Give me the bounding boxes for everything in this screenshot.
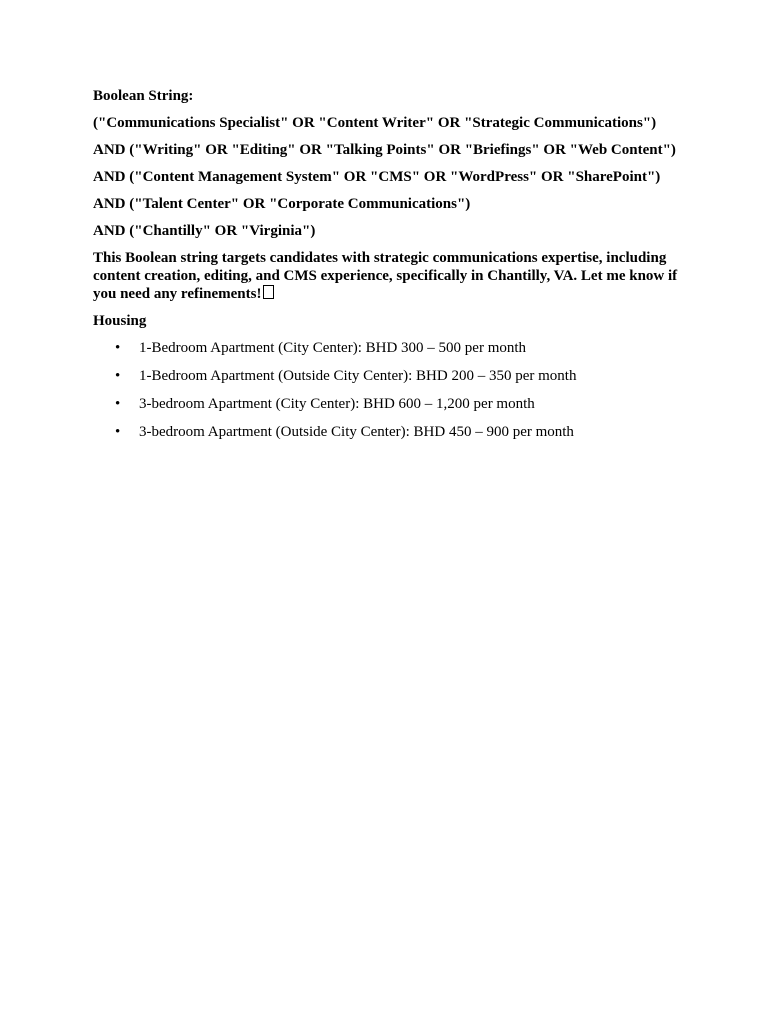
bullet-icon: • <box>115 368 121 384</box>
list-item-text: 1-Bedroom Apartment (City Center): BHD 300 – 500 per month <box>139 340 527 356</box>
list-item <box>93 423 678 441</box>
boolean-line-cms: AND ("Content Management System" OR "CMS" OR "WordPress" OR "SharePoint") <box>93 169 661 185</box>
list-item <box>93 395 678 413</box>
bullet-icon: • <box>115 396 121 412</box>
list-item <box>93 339 678 357</box>
list-item <box>93 367 678 385</box>
boolean-line-roles: ("Communications Specialist" OR "Content Writer" OR "Strategic Communications") <box>93 115 657 131</box>
bullet-icon: • <box>115 424 121 440</box>
boolean-line-location: AND ("Chantilly" OR "Virginia") <box>93 223 316 239</box>
boolean-string-title: Boolean String: <box>93 88 194 104</box>
list-item-text: 3-bedroom Apartment (Outside City Center): BHD 450 – 900 per month <box>139 424 574 440</box>
missing-emoji-glyph-icon <box>263 285 274 299</box>
summary-text: This Boolean string targets candidates with strategic communications expertise, including content creation, editing, and CMS experience, specifically in Chantilly, VA. Let me know if you need any refinements! <box>93 250 678 302</box>
bullet-icon: • <box>115 340 121 356</box>
summary-paragraph <box>93 249 678 303</box>
boolean-line-department: AND ("Talent Center" OR "Corporate Communications") <box>93 196 471 212</box>
document-page <box>93 87 678 451</box>
boolean-line-skills: AND ("Writing" OR "Editing" OR "Talking Points" OR "Briefings" OR "Web Content") <box>93 142 676 158</box>
list-item-text: 1-Bedroom Apartment (Outside City Center): BHD 200 – 350 per month <box>139 368 577 384</box>
housing-list <box>93 339 678 441</box>
list-item-text: 3-bedroom Apartment (City Center): BHD 600 – 1,200 per month <box>139 396 535 412</box>
housing-heading: Housing <box>93 313 147 329</box>
